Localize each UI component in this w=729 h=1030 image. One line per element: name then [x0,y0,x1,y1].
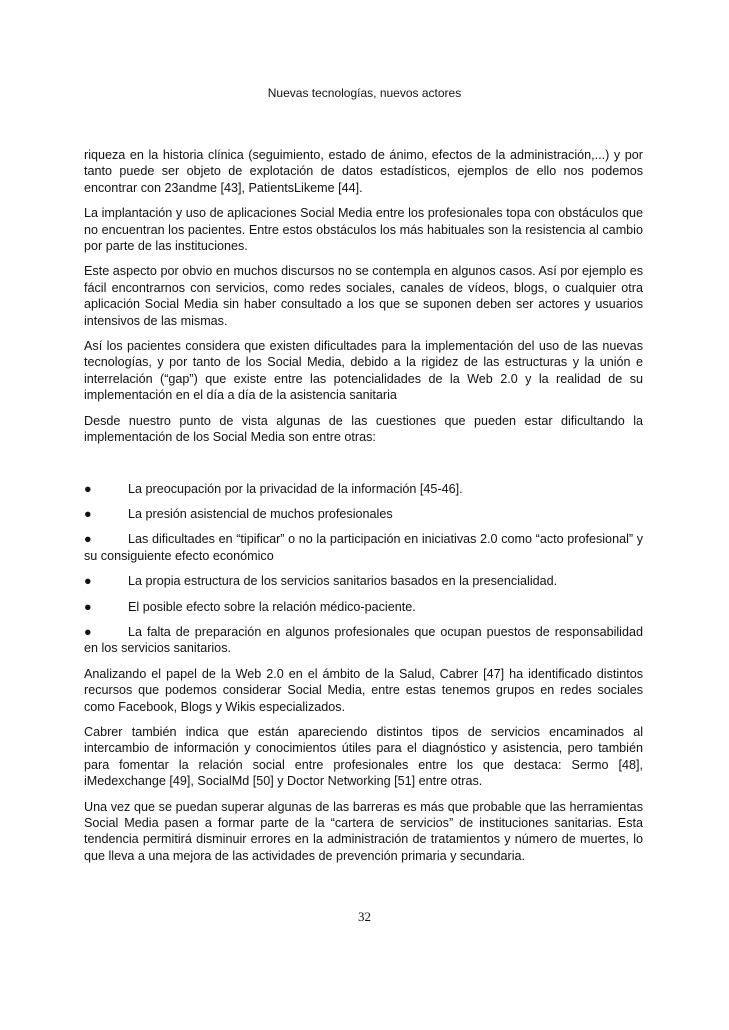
bullet-icon: ● [84,481,92,496]
bullet-item [84,481,643,497]
paragraph: Cabrer también indica que están apareciendo distintos tipos de servicios encaminados al intercambio de información y conocimientos útiles para el diagnóstico y asistencia, pero también para fomentar la relación social entre profesionales entre los que destaca: Sermo [48], iMedexchange [49], SocialMd [50] y Doctor Networking [51] entre otras. [84,724,643,789]
bullet-text: La presión asistencial de muchos profesionales [128,506,393,521]
paragraph: riqueza en la historia clínica (seguimiento, estado de ánimo, efectos de la administración,...) y por tanto puede ser objeto de explotación de datos estadísticos, ejemplos de ello nos podemos encontrar con 23andme [43], PatientsLikeme [44]. [84,148,643,195]
bullet-icon: ● [84,532,92,547]
paragraph: La implantación y uso de aplicaciones Social Media entre los profesionales topa con obstáculos que no encuentran los pacientes. Entre estos obstáculos los más habituales son la resistencia al cambio por parte de las instituciones. [84,206,643,254]
bullet-text: La propia estructura de los servicios sanitarios basados en la presencialidad. [128,574,558,589]
bullet-icon: ● [84,624,92,639]
bullet-icon: ● [84,599,92,614]
bullet-text: La falta de preparación en algunos profesionales que ocupan puestos de responsabilidad en los servicios sanitarios. [84,624,643,656]
bullet-icon: ● [84,574,92,589]
bullet-item [84,599,643,615]
bullet-item [84,506,643,522]
paragraph: Desde nuestro punto de vista algunas de las cuestiones que pueden estar dificultando la implementación de los Social Media son entre otras: [84,413,643,445]
bullet-item [84,573,643,589]
running-header: Nuevas tecnologías, nuevos actores [267,86,462,100]
page-number: 32 [358,909,371,924]
bullet-text: Las dificultades en “tipificar” o no la participación en iniciativas 2.0 como “acto profesional” y su consiguiente efecto económico [84,532,643,563]
bullet-icon: ● [84,506,92,521]
body-text [84,147,643,873]
paragraph: Así los pacientes considera que existen dificultades para la implementación del uso de las nuevas tecnologías, y por tanto de los Social Media, debido a la rigidez de las estructuras y la unión e interrelación (“gap”) que existe entre las potencialidades de la Web 2.0 y la realidad de su implementación en el día a día de la asistencia sanitaria [84,339,643,403]
bullet-item [84,531,643,564]
paragraph: Analizando el papel de la Web 2.0 en el ámbito de la Salud, Cabrer [47] ha identificado distintos recursos que podemos considerar Social Media, entre estas tenemos grupos en redes sociales como Facebook, Blogs y Wikis especializados. [84,666,643,714]
bullet-text: La preocupación por la privacidad de la información [45-46]. [128,481,463,496]
bullet-item [84,624,643,657]
paragraph: Una vez que se puedan superar algunas de las barreras es más que probable que las herramientas Social Media pasen a formar parte de la “cartera de servicios” de instituciones sanitarias. Esta tendencia permitirá disminuir errores en la administración de tratamientos y número de muertes, lo que lleva a una mejora de las actividades de prevención primaria y secundaria. [84,799,643,863]
spacer [84,455,643,481]
paragraph: Este aspecto por obvio en muchos discursos no se contempla en algunos casos. Así por ejemplo es fácil encontrarnos con servicios, como redes sociales, canales de vídeos, blogs, o cualquier otra aplicación Social Media sin haber consultado a los que se suponen deben ser actores y usuarios intensivos de las mismas. [84,264,643,328]
bullet-text: El posible efecto sobre la relación médico-paciente. [128,599,416,614]
